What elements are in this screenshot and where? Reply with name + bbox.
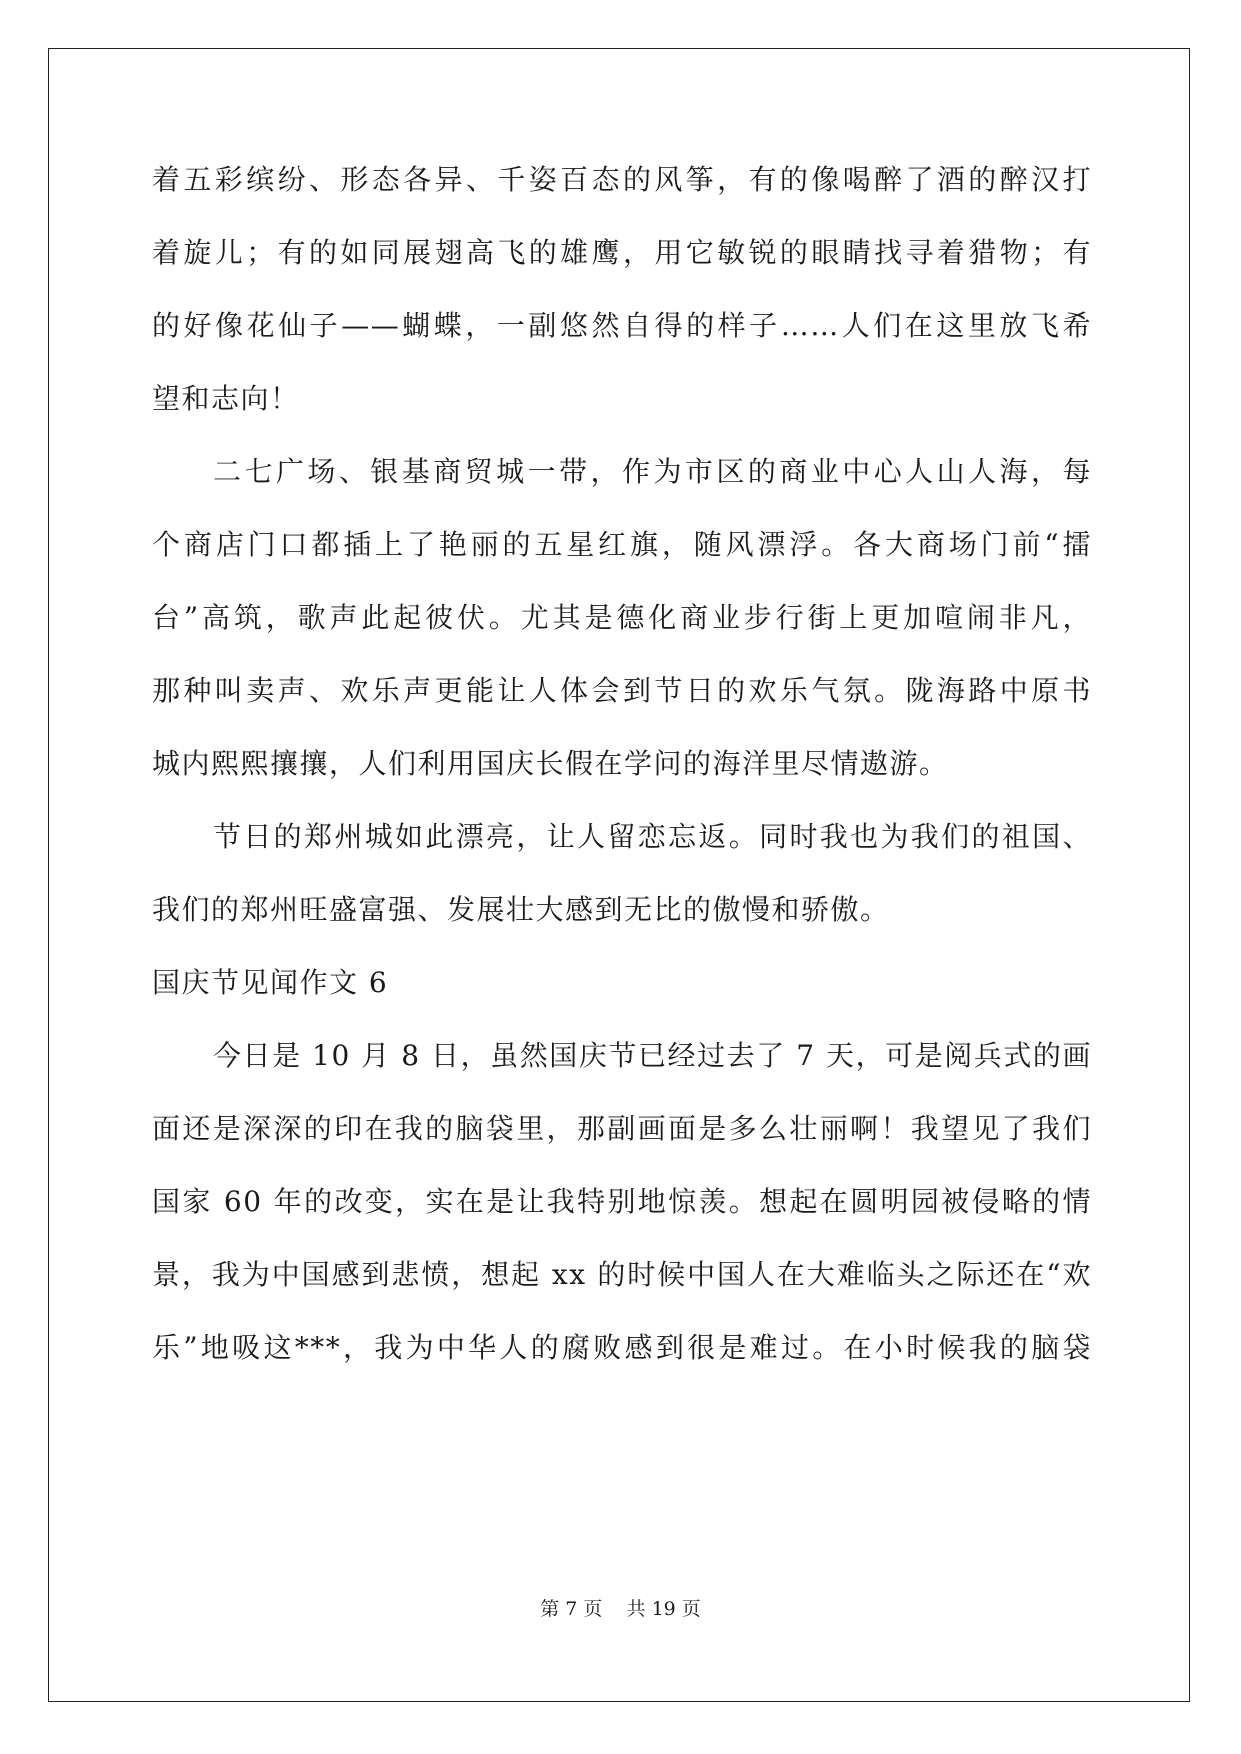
section-heading: 国庆节见闻作文 6 <box>152 966 389 999</box>
text-line: 我们的郑州旺盛富强、发展壮大感到无比的傲慢和骄傲。 <box>152 893 890 926</box>
text-line: 节日的郑州城如此漂亮，让人留恋忘返。同时我也为我们的祖国、 <box>213 820 1092 853</box>
text-line: 的好像花仙子——蝴蝶，一副悠然自得的样子……人们在这里放飞希 <box>152 309 1092 342</box>
page-border <box>48 48 1190 1702</box>
page-number-footer: 第 7 页 共 19 页 <box>540 1598 701 1620</box>
text-line: 那种叫卖声、欢乐声更能让人体会到节日的欢乐气氛。陇海路中原书 <box>152 674 1092 707</box>
text-line: 今日是 10 月 8 日，虽然国庆节已经过去了 7 天，可是阅兵式的画 <box>213 1039 1092 1072</box>
text-line: 国家 60 年的改变，实在是让我特别地惊羡。想起在圆明园被侵略的情 <box>152 1185 1092 1218</box>
text-line: 城内熙熙攘攘，人们利用国庆长假在学问的海洋里尽情遨游。 <box>152 747 949 780</box>
text-line: 乐”地吸这***，我为中华人的腐败感到很是难过。在小时候我的脑袋 <box>152 1331 1092 1364</box>
text-line: 着旋儿；有的如同展翅高飞的雄鹰，用它敏锐的眼睛找寻着猎物；有 <box>152 236 1092 269</box>
text-line: 面还是深深的印在我的脑袋里，那副画面是多么壮丽啊！我望见了我们 <box>152 1112 1092 1145</box>
text-line: 望和志向！ <box>152 382 300 415</box>
text-line: 个商店门口都插上了艳丽的五星红旗，随风漂浮。各大商场门前“擂 <box>152 528 1092 561</box>
text-line: 台”高筑，歌声此起彼伏。尤其是德化商业步行街上更加喧闹非凡， <box>152 601 1092 634</box>
text-line: 景，我为中国感到悲愤，想起 xx 的时候中国人在大难临头之际还在“欢 <box>152 1258 1092 1291</box>
text-line: 二七广场、银基商贸城一带，作为市区的商业中心人山人海，每 <box>213 455 1092 488</box>
text-line: 着五彩缤纷、形态各异、千姿百态的风筝，有的像喝醉了酒的醉汉打 <box>152 163 1092 196</box>
